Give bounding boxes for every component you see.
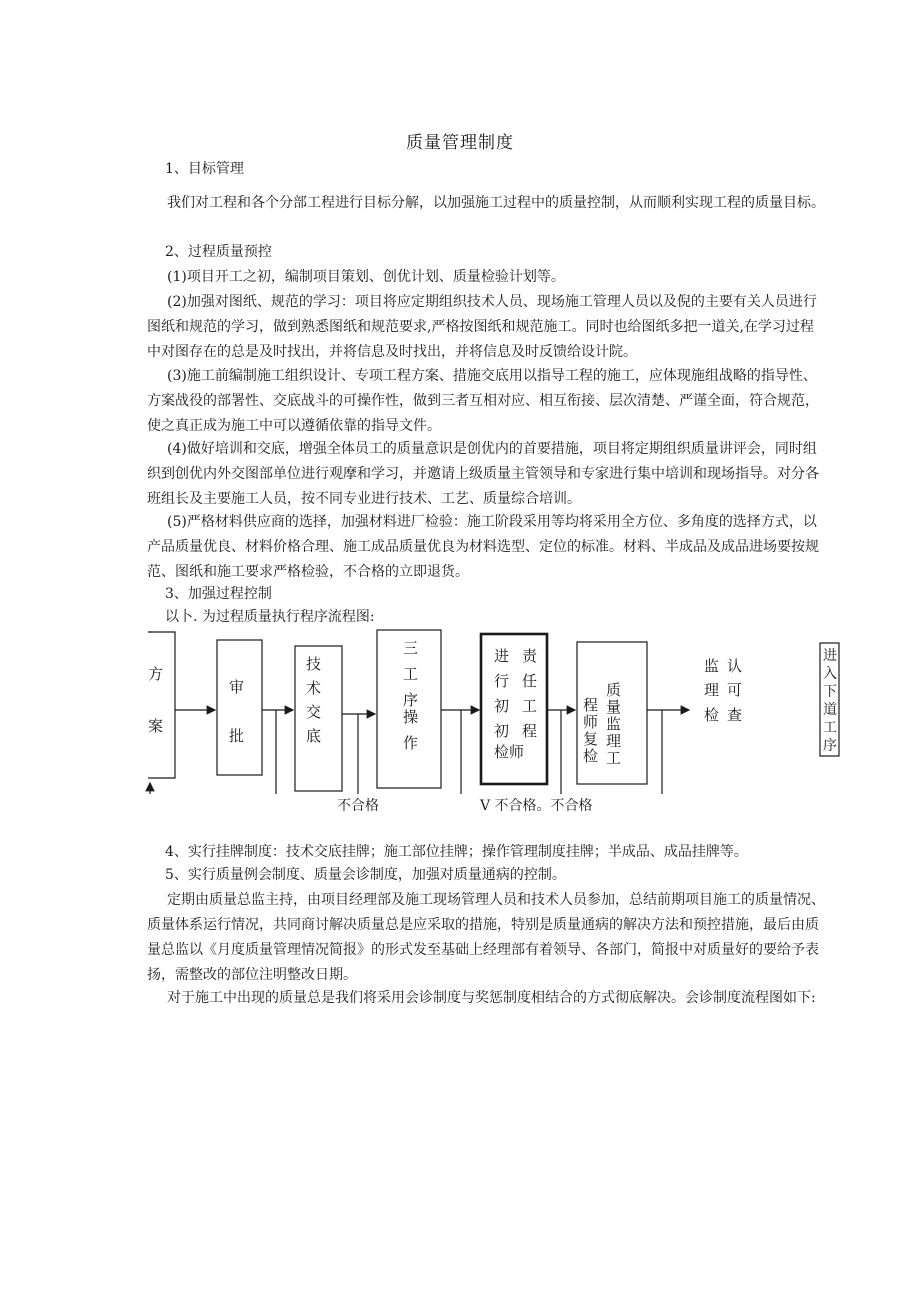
- section-5-paragraph-2: 对于施工中出现的质量总是我们将采用会诊制度与奖惩制度相结合的方式彻底解决。会诊制度流程图如下:: [167, 990, 816, 1006]
- flow-text: 术: [306, 679, 322, 697]
- section-2-item-4: (4)做好培训和交底，增强全体员工的质量意识是创优内的首要措施，项目将定期组织质量讲评会，同时组织到创优内外交图部单位进行观摩和学习，并邀请上级质量主管领导和专家进行集中培训和现场指导。对分各班组长及主要施工人员，按不同专业进行技术、工艺、质量综合培训。: [147, 441, 819, 507]
- flow-text: 任: [522, 672, 538, 690]
- flow-text: 师: [583, 713, 599, 731]
- flow-text: 理: [704, 681, 720, 699]
- page-title: 质量管理制度: [406, 133, 514, 153]
- flow-text: 监: [704, 657, 720, 675]
- flow-text: 技: [306, 655, 322, 673]
- flow-text: 工: [403, 665, 419, 683]
- flow-fail-label-2: V 不合格。不合格: [480, 798, 593, 814]
- flow-text: 理: [606, 732, 622, 750]
- section-3-heading: 3、加强过程控制: [165, 586, 272, 602]
- section-2-item-2: (2)加强对图纸、规范的学习：项目将应定期组织技术人员、现场施工管理人员以及倪的主要有关人员进行图纸和规范的学习，做到熟悉图纸和规范要求,严格按图纸和规范施工。同时也给图纸多把一道关,在学习过程中对图存在的总是及时找出，并将信息及时找出，并将信息及时反馈给设计院。: [147, 294, 817, 360]
- flow-text: 检: [704, 706, 720, 724]
- section-1-heading: 1、目标管理: [165, 161, 244, 177]
- flow-text: 责: [522, 647, 538, 665]
- flow-text: 行: [494, 672, 510, 690]
- flow-text: 审: [229, 678, 245, 696]
- flow-text: 进: [494, 647, 510, 665]
- flowchart-intro: 以卜. 为过程质量执行程序流程图:: [165, 609, 375, 625]
- flow-box-approval: [217, 640, 262, 775]
- section-1-paragraph: 我们对工程和各个分部工程进行目标分解，以加强施工过程中的质量控制，从而顺利实现工程的质量目标。: [167, 195, 825, 211]
- flow-next-text: 下: [823, 684, 837, 700]
- flow-text: 交: [306, 703, 322, 721]
- flow-next-text: 工: [823, 720, 837, 736]
- flow-box-plan: [148, 632, 175, 778]
- flow-text: 查: [727, 706, 743, 724]
- flow-text: 量: [606, 698, 622, 716]
- flow-text: 程: [522, 722, 538, 740]
- flow-text: 程: [583, 696, 599, 714]
- flow-box-initial-inspection: [481, 634, 547, 784]
- flow-next-text: 进: [823, 648, 837, 664]
- flow-text: 工: [606, 749, 622, 767]
- flow-text: 初: [494, 697, 510, 715]
- flow-text: 检师: [494, 743, 525, 761]
- flow-next-text: 道: [823, 702, 837, 718]
- flow-text: 工: [522, 697, 538, 715]
- section-5-paragraph-1: 定期由质量总监主持，由项目经理部及施工现场管理人员和技术人员参加，总结前期项目施工的质量情况、质量体系运行情况，共同商讨解决质量总是应采取的措施，特别是质量通病的解决方法和预控措施，最后由质量总监以《月度质量管理情况简报》的形式发至基础上经理部有着领导、各部门，简报中对质量好的要给予表扬，需整改的部位注明整改日期。: [147, 892, 825, 983]
- flow-next-text: 序: [823, 738, 837, 754]
- flow-text: 底: [306, 727, 322, 745]
- flow-fail-label-1: 不合格: [337, 798, 379, 814]
- section-2-item-1: (1)项目开工之初，编制项目策划、创优计划、质量检验计划等。: [167, 269, 565, 285]
- flow-text: 作: [403, 734, 419, 752]
- flow-text: 序: [403, 691, 419, 709]
- flow-text: 三: [403, 639, 419, 657]
- flow-text: 质: [606, 681, 622, 699]
- section-2-item-5: (5)严格材料供应商的选择，加强材料进厂检验：施工阶段采用等均将采用全方位、多角度的选择方式，以产品质量优良、材料价格合理、施工成品质量优良为材料选型、定位的标准。材料、半成品及成品进场要按规范、图纸和施工要求严格检验，不合格的立即退货。: [147, 514, 819, 580]
- flow-text: 案: [148, 717, 164, 735]
- flow-text: 监: [606, 715, 622, 733]
- section-4-text: 4、实行挂牌制度：技术交底挂牌；施工部位挂牌；操作管理制度挂牌；半成品、成品挂牌等。: [165, 844, 748, 860]
- section-2-item-3: (3)施工前编制施工组织设计、专项工程方案、措施交底用以指导工程的施工，应体现施组战略的指导性、方案战役的部署性、交底战斗的可操作性，做到三者互相对应、相互衔接、层次清楚、严谨全面，符合规范，使之真正成为施工中可以遵循依靠的指导文件。: [147, 368, 819, 434]
- section-5-text: 5、实行质量例会制度、质量会诊制度，加强对质量通病的控制。: [165, 867, 566, 883]
- flow-text: 认: [727, 657, 743, 675]
- flow-text: 可: [727, 681, 743, 699]
- flow-text: 批: [229, 727, 245, 745]
- flow-next-text: 入: [823, 666, 837, 682]
- flow-text: 方: [148, 665, 164, 683]
- process-flowchart: [140, 626, 860, 821]
- section-2-heading: 2、过程质量预控: [165, 244, 272, 260]
- flow-text: 初: [494, 722, 510, 740]
- flow-text: 检: [583, 747, 599, 765]
- flow-text: 复: [583, 730, 599, 748]
- flow-text: 操: [403, 708, 419, 726]
